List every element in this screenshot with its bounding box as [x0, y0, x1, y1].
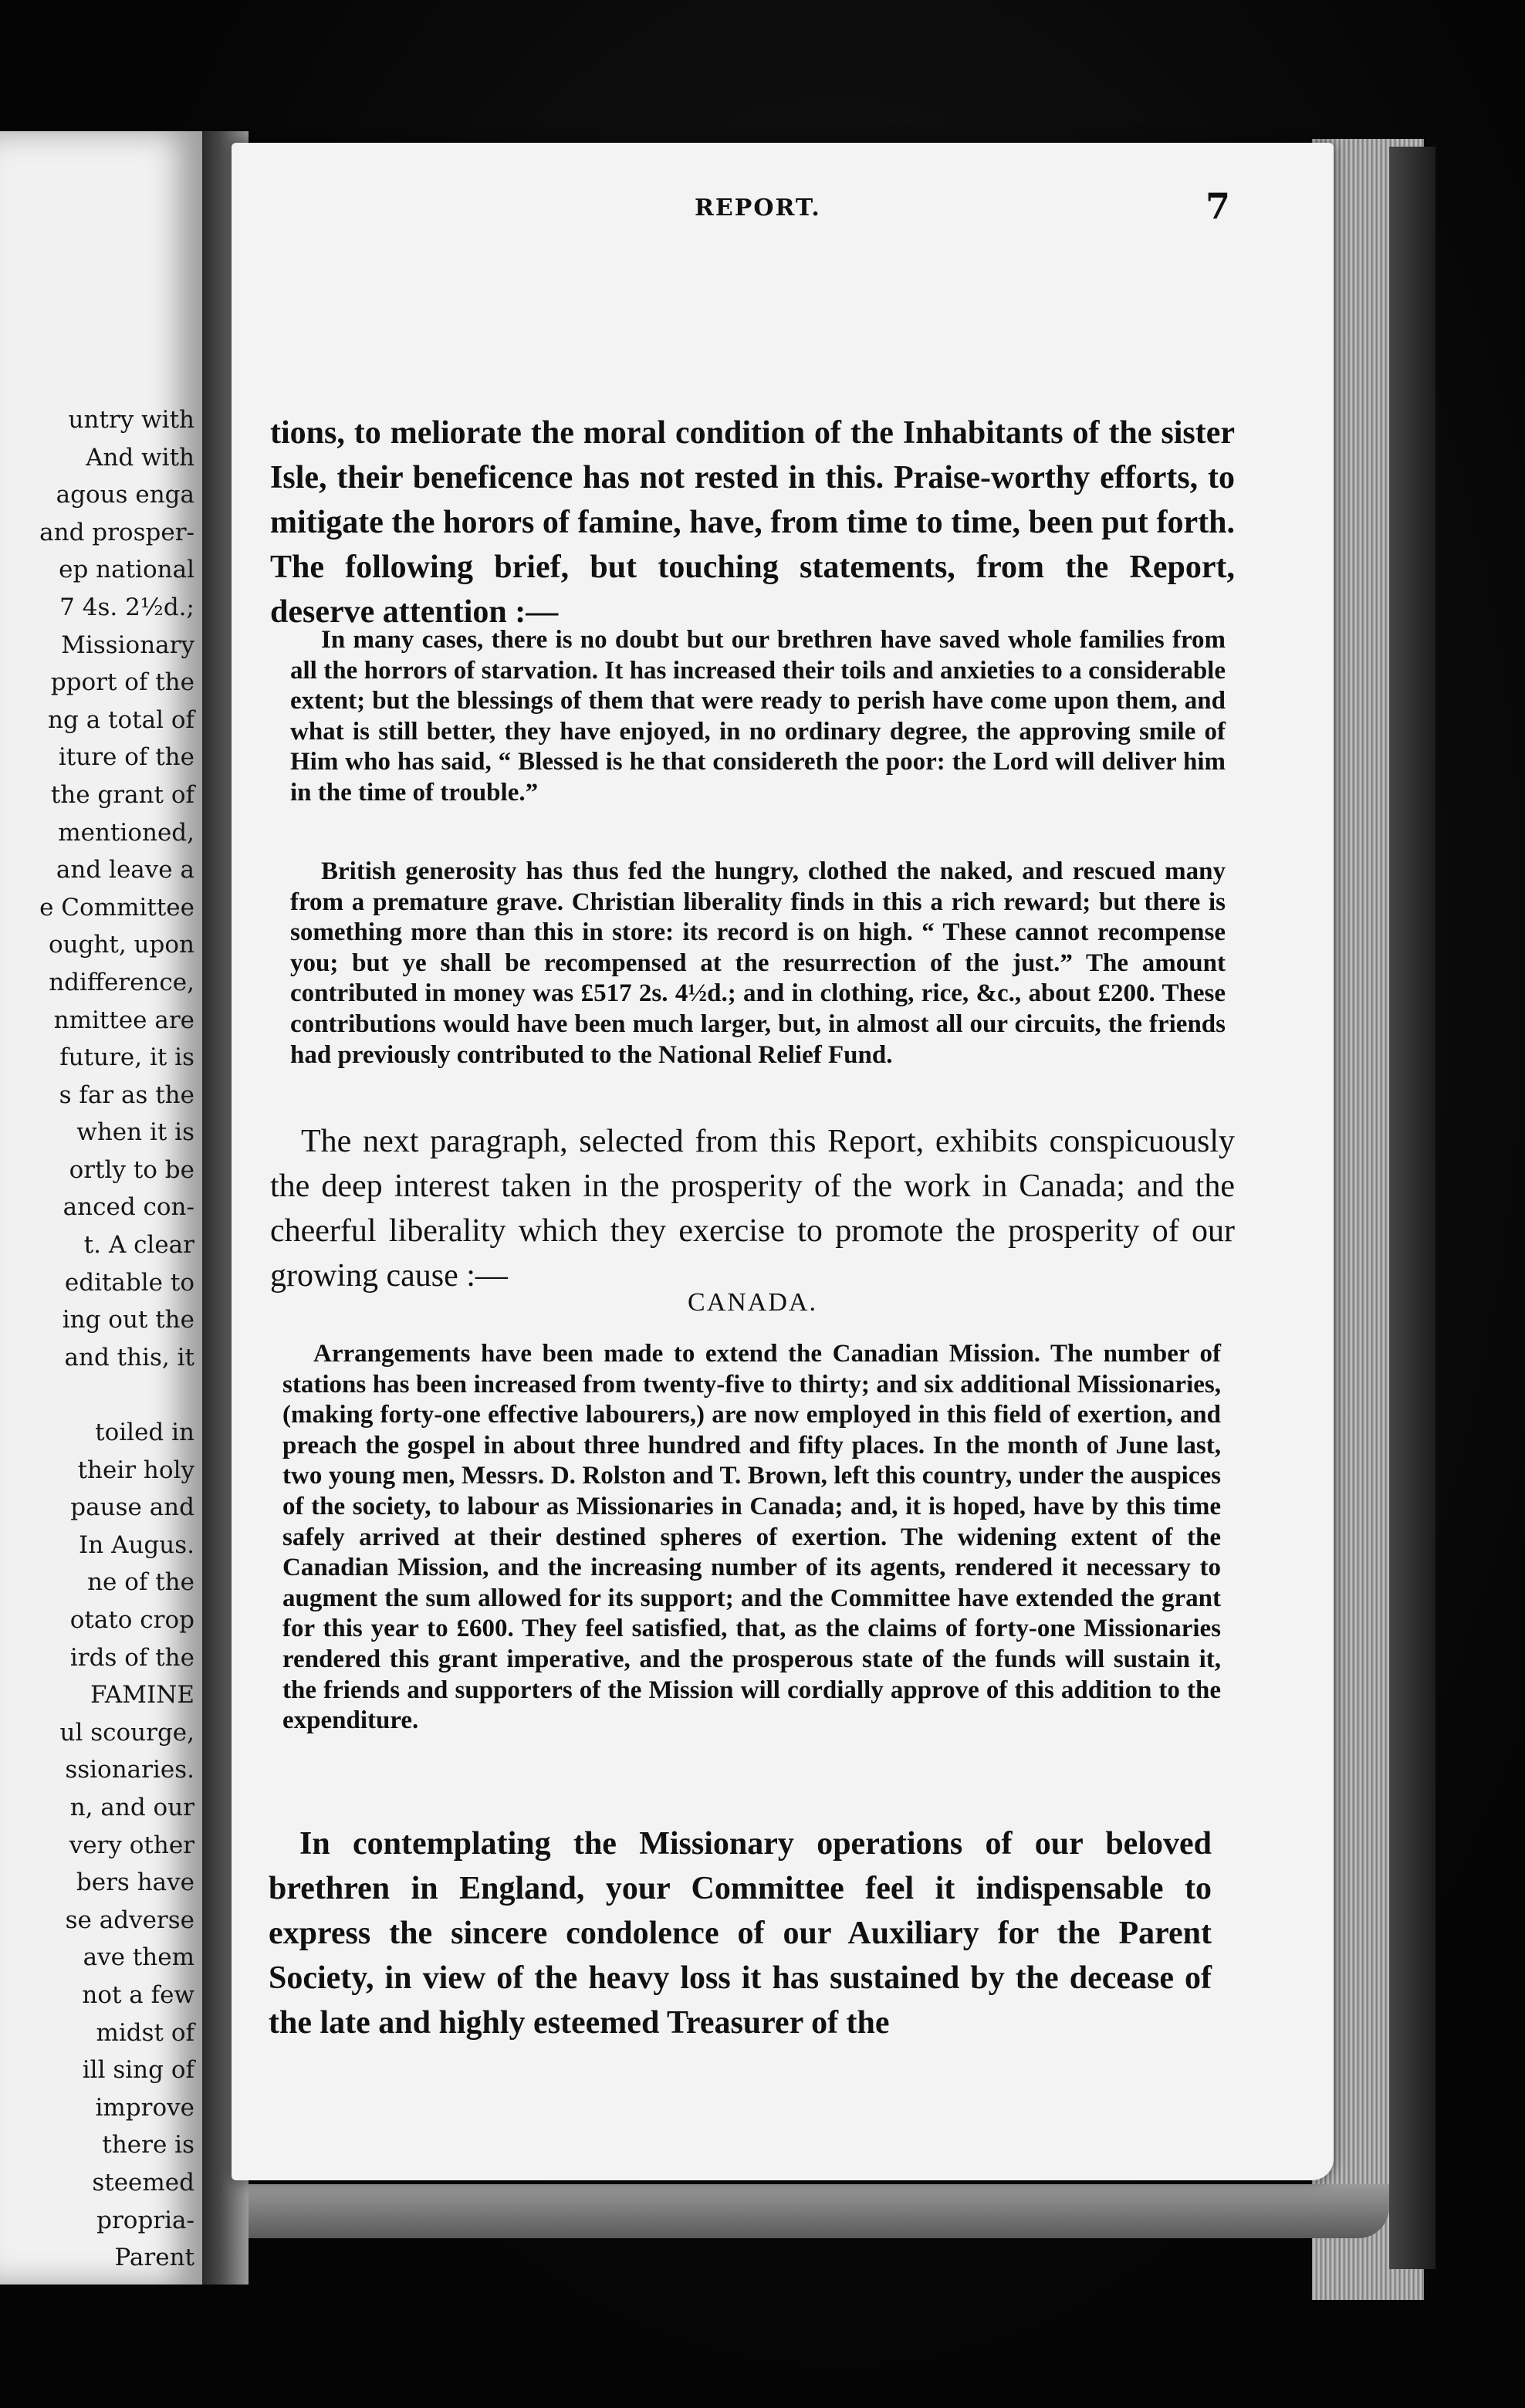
facing-page-line: not a few	[82, 1980, 194, 2009]
quoted-extract-2	[290, 857, 1226, 1070]
facing-page-line: propria-	[96, 2206, 194, 2234]
facing-page-line: untry with	[68, 406, 194, 434]
facing-page-line: there is	[102, 2131, 194, 2159]
facing-page-line: toiled in	[95, 1419, 194, 1447]
facing-page-line: ortly to be	[69, 1155, 194, 1184]
facing-page-text	[2, 401, 194, 2277]
facing-page-line: t. A clear	[83, 1231, 194, 1260]
facing-page-line: future, it is	[59, 1043, 194, 1072]
book-bottom-edge	[185, 2184, 1389, 2238]
facing-page-line: ndifference,	[49, 968, 194, 996]
facing-page-line: Missionary	[61, 631, 194, 659]
facing-page-line: iture of the	[58, 743, 194, 772]
facing-page-line: Parent	[114, 2244, 194, 2272]
facing-page-line: ul scourge,	[59, 1718, 194, 1747]
quote-generosity: British generosity has thus fed the hungry, clothed the naked, and rescued many from a premature grave. Christian liberality finds in this a rich reward; but there is something more than this in store: its record is on high. “ These cannot recompense you; but ye shall be recompensed at the resurrection of the just.” The amount contributed in money was £517 2s. 4½d.; and in clothing, rice, &c., about £200. These contributions would have been much larger, but, in almost all our circuits, the friends had previously contributed to the National Relief Fund.	[290, 857, 1226, 1069]
paragraph-condolence: In contemplating the Missionary operations of our beloved brethren in England, your Committee feel it indispensable to express the sincere condolence of our Auxiliary for the Parent Society, in view of the heavy loss it has sustained by the decease of the late and highly esteemed Treasurer of the	[269, 1826, 1212, 2041]
facing-page-line: improve	[95, 2093, 194, 2122]
facing-page-line: And with	[86, 443, 194, 472]
facing-page-line	[2, 1376, 194, 1414]
facing-page-line: editable to	[64, 1268, 194, 1297]
facing-page-line: n, and our	[69, 1793, 194, 1821]
facing-page-line: agous enga	[56, 481, 194, 509]
section-heading-block	[270, 1285, 1235, 1321]
facing-page	[0, 131, 202, 2285]
facing-page-line: very other	[69, 1831, 194, 1859]
book-cover-edge	[1389, 147, 1435, 2269]
facing-page-line: midst of	[96, 2018, 194, 2047]
facing-page-line: when it is	[76, 1118, 194, 1147]
facing-page-line: ing out the	[62, 1306, 194, 1334]
facing-page-line: their holy	[77, 1456, 194, 1484]
facing-page-line: anced con-	[63, 1193, 194, 1222]
facing-page-line: pause and	[70, 1493, 194, 1522]
section-heading: CANADA.	[688, 1288, 817, 1317]
facing-page-line: s far as the	[59, 1081, 194, 1109]
facing-page-line: ill sing of	[82, 2056, 194, 2085]
facing-page-line: otato crop	[69, 1606, 194, 1634]
paragraph-canada-intro: The next paragraph, selected from this Report, exhibits conspicuously the deep interest taken in the prosperity of the work in Canada; and the cheerful liberality which they exercise to promote the prosperity of our growing cause :—	[270, 1124, 1235, 1294]
facing-page-line: and this, it	[64, 1343, 194, 1371]
facing-page-line: 7 4s. 2½d.;	[59, 593, 194, 621]
quote-canadian-mission: Arrangements have been made to extend the Canadian Mission. The number of stations has been increased from twenty-five to thirty; and six additional Missionaries, (making forty-one effective labourers,) are now employed in this field of exertion, and preach the gospel in about three hundred and fifty places. In the month of June last, two young men, Messrs. D. Rolston and T. Brown, left this country, under the auspices of the society, to labour as Missionaries in Canada; and, it is hoped, have by this time safely arrived at their destined spheres of exertion. The widening extent of the Canadian Mission, and the increasing number of its agents, rendered it necessary to augment the sum allowed for its support; and the Committee have extended the grant for this year to £600. They feel satisfied, that, as the claims of forty-one Missionaries rendered this grant imperative, and the prosperous state of the funds will sustain it, the friends and supporters of the Mission will cordially approve of this addition to the expenditure.	[282, 1340, 1221, 1735]
facing-page-line: ssionaries.	[65, 1756, 194, 1784]
facing-page-line: nmittee are	[53, 1006, 194, 1034]
body-text-3	[269, 1821, 1212, 2045]
facing-page-line: ng a total of	[48, 705, 194, 734]
facing-page-line: se adverse	[65, 1906, 194, 1934]
page-number: 7	[1205, 185, 1231, 227]
facing-page-line: In Augus.	[79, 1530, 194, 1559]
facing-page-line: and leave a	[56, 856, 194, 884]
facing-page-line: steemed	[92, 2168, 194, 2197]
running-title: REPORT.	[695, 194, 821, 222]
facing-page-line: ne of the	[87, 1568, 194, 1597]
quote-starvation: In many cases, there is no doubt but our brethren have saved whole families from all the horrors of starvation. It has increased their toils and anxieties to a considerable extent; but the blessings of them that were ready to perish have come upon them, and what is still better, they have enjoyed, in no ordinary degree, the approving smile of Him who has said, “ Blessed is he that considereth the poor: the Lord will deliver him in the time of trouble.”	[290, 626, 1226, 807]
facing-page-line: ep national	[59, 556, 194, 584]
body-text	[270, 411, 1235, 634]
facing-page-line: mentioned,	[58, 818, 194, 847]
facing-page-line: irds of the	[69, 1643, 194, 1672]
facing-page-line: ave them	[83, 1943, 194, 1972]
quoted-extract-3	[282, 1339, 1221, 1737]
facing-page-line: FAMINE	[90, 1681, 194, 1710]
facing-page-line: bers have	[76, 1869, 194, 1897]
facing-page-line: pport of the	[50, 668, 194, 697]
facing-page-line: e Committee	[39, 893, 194, 922]
facing-page-line: ought, upon	[48, 931, 194, 959]
body-text-2	[270, 1119, 1235, 1298]
quoted-extract-1	[290, 625, 1226, 809]
paragraph-famine-relief: tions, to meliorate the moral condition of the Inhabitants of the sister Isle, their beneficence has not rested in this. Praise-worthy efforts, to mitigate the horors of famine, have, from time to time, been put forth. The following brief, but touching statements, from the Report, deserve attention :—	[270, 415, 1235, 630]
facing-page-line: the grant of	[50, 780, 194, 809]
facing-page-line: and prosper-	[39, 518, 194, 546]
